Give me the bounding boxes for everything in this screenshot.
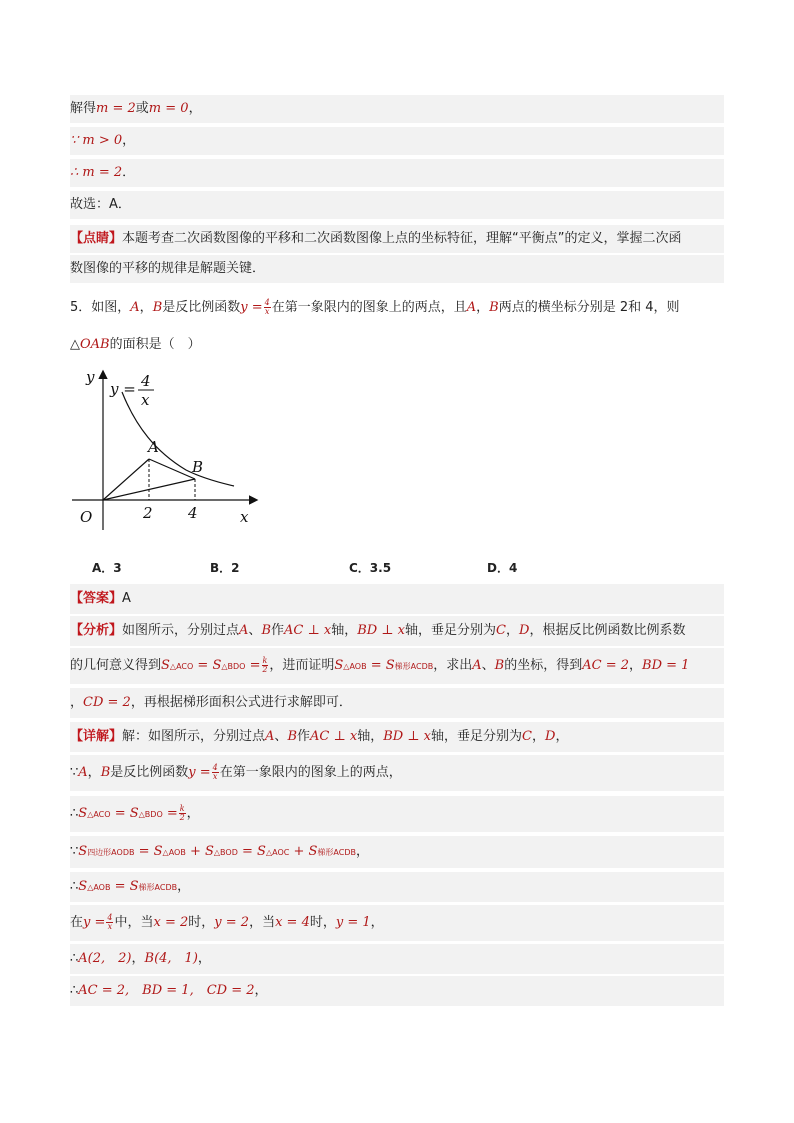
comment-line-1 [70, 225, 724, 253]
math: AC = 2, BD = 1, CD = 2 [78, 983, 255, 998]
tick-2-label: 2 [143, 504, 153, 522]
math: m = 2 [96, 101, 136, 116]
text: ， [122, 133, 136, 148]
numerator: 4 [212, 763, 218, 772]
text: ， [629, 658, 643, 673]
text: ． [122, 165, 136, 180]
math: B [494, 658, 505, 673]
math: A(2, 2) [78, 951, 132, 966]
math: ∴ m = 2 [70, 165, 123, 180]
question-5-line-2 [70, 336, 201, 354]
text: 轴， [357, 729, 384, 744]
text: ， [197, 951, 211, 966]
text: ， [254, 983, 268, 998]
text: 解得 [70, 101, 97, 116]
math: C [522, 729, 532, 744]
math: = S [193, 658, 222, 673]
text: 在第一象限内的图象上的两点，且 [271, 300, 467, 315]
comment-text: 本题考查二次函数图像的平移和二次函数图像上点的坐标特征，理解“平衡点”的定义，掌握二次函 [122, 231, 682, 246]
point-a-label: A [148, 438, 159, 456]
text: 的面积是（ ） [109, 337, 201, 352]
text: △ [70, 337, 80, 352]
option-c[interactable]: C．3.5 [349, 561, 392, 575]
math: y = [83, 915, 106, 930]
text: 轴， [331, 623, 358, 638]
subscript: △BDO [138, 810, 163, 819]
subscript: 梯形ACDB [394, 662, 434, 671]
text: ∴ [70, 879, 79, 894]
text: ， [370, 915, 384, 930]
option-a[interactable]: A．3 [92, 561, 122, 575]
numerator: k [262, 656, 268, 665]
text: 作 [297, 729, 311, 744]
solution-line-1 [70, 95, 724, 123]
equation-numerator: 4 [141, 372, 151, 390]
math: D [519, 623, 530, 638]
denominator: x [107, 922, 113, 931]
text: 轴，垂足分别为 [431, 729, 523, 744]
text: ∵ [70, 844, 79, 859]
text: ∴ [70, 951, 79, 966]
segment-ab [149, 459, 195, 479]
fraction [106, 914, 113, 931]
denominator: x [264, 307, 270, 316]
text: ，当 [249, 915, 276, 930]
math: B [287, 729, 297, 744]
analysis-line-2 [70, 648, 724, 684]
text: ，进而证明 [269, 658, 335, 673]
option-d[interactable]: D．4 [487, 561, 518, 575]
math: = S [110, 879, 139, 894]
solution-line-2 [70, 127, 724, 155]
math: AC ⊥ x [310, 729, 358, 744]
subscript: △BDO [221, 662, 246, 671]
text: 时， [188, 915, 215, 930]
question-5-line-1 [70, 299, 680, 317]
math: y = [188, 765, 211, 780]
text: 、 [481, 658, 495, 673]
analysis-line-1 [70, 616, 724, 646]
text: 、 [274, 729, 288, 744]
text: 的坐标，得到 [504, 658, 583, 673]
math: y = 1 [335, 915, 371, 930]
denominator: x [212, 772, 218, 781]
fraction [262, 657, 269, 674]
math: AC = 2 [582, 658, 629, 673]
text: 解：如图所示，分别过点 [122, 729, 266, 744]
math: S [161, 658, 170, 673]
math: = S [134, 844, 163, 859]
subscript: △ACO [169, 662, 194, 671]
equation-denominator: x [141, 391, 150, 409]
math: BD = 1 [642, 658, 690, 673]
segment-oa [103, 459, 149, 500]
math: y = [240, 300, 263, 315]
denominator: 2 [262, 665, 268, 674]
comment-line-2: 数图像的平移的规律是解题关键． [70, 255, 724, 283]
answer-tag: 【答案】 [70, 591, 123, 606]
subscript: 梯形ACDB [317, 848, 356, 857]
numerator: 4 [107, 913, 113, 922]
text: 的几何意义得到 [70, 658, 162, 673]
text: 作 [271, 623, 285, 638]
text: ∵ [70, 765, 79, 780]
math: x = 2 [153, 915, 189, 930]
text: ， [186, 806, 200, 821]
detail-line-5 [70, 872, 724, 902]
math: B(4, 1) [144, 951, 198, 966]
math: = S [366, 658, 395, 673]
text: ， [555, 729, 569, 744]
math: A [472, 658, 482, 673]
math: + S [289, 844, 318, 859]
math: S [78, 806, 88, 821]
math: = [162, 806, 178, 821]
text: ， [70, 695, 84, 710]
detail-line-6 [70, 905, 724, 941]
text: 轴，垂足分别为 [405, 623, 497, 638]
math: ∵ m > 0 [70, 133, 123, 148]
math: = S [237, 844, 266, 859]
numerator: k [179, 804, 185, 813]
text: ， [531, 729, 545, 744]
text: ，根据反比例函数比例系数 [529, 623, 686, 638]
subscript: △AOB [343, 662, 367, 671]
detail-line-1 [70, 722, 724, 752]
math: B [100, 765, 111, 780]
origin-label: O [80, 508, 93, 526]
text: 中，当 [114, 915, 154, 930]
math: OAB [80, 337, 110, 352]
text: ， [131, 951, 145, 966]
text: 是反比例函数 [162, 300, 241, 315]
text: 、 [248, 623, 262, 638]
text: 或 [135, 101, 149, 116]
math: C [496, 623, 506, 638]
detail-line-7 [70, 944, 724, 974]
text: 在第一象限内的图象上的两点， [219, 765, 402, 780]
text: 5．如图， [70, 300, 131, 315]
math: = [245, 658, 261, 673]
text: ， [505, 623, 519, 638]
subscript: △BOD [213, 848, 238, 857]
math: = S [110, 806, 139, 821]
detail-tag: 【详解】 [70, 729, 123, 744]
subscript: △AOB [162, 848, 186, 857]
math: x = 4 [275, 915, 310, 930]
subscript: △ACO [87, 810, 111, 819]
math: m = 0 [148, 101, 189, 116]
equation-lhs: y = [110, 380, 136, 398]
math: BD ⊥ x [357, 623, 406, 638]
subscript: 梯形ACDB [138, 883, 178, 892]
text: 如图所示，分别过点 [122, 623, 240, 638]
fraction [264, 299, 271, 316]
text: 在 [70, 915, 84, 930]
detail-line-3 [70, 796, 724, 832]
text: ，求出 [433, 658, 473, 673]
point-b-label: B [192, 458, 204, 476]
text: ，再根据梯形面积公式进行求解即可． [130, 695, 352, 710]
tick-4-label: 4 [188, 504, 198, 522]
math: B [261, 623, 271, 638]
math: A [78, 765, 88, 780]
math: S [334, 658, 344, 673]
answer-value: A [122, 591, 131, 606]
math: AC ⊥ x [284, 623, 332, 638]
solution-line-4: 故选：A． [70, 191, 724, 219]
subscript: △AOC [265, 848, 290, 857]
answer-line [70, 584, 724, 614]
text: ∴ [70, 806, 79, 821]
text: ， [139, 300, 153, 315]
text: ， [188, 101, 202, 116]
denominator: 2 [179, 813, 185, 822]
function-graph [66, 362, 266, 532]
x-axis-label: x [240, 508, 249, 526]
math: + S [185, 844, 214, 859]
math: A [239, 623, 249, 638]
text: ， [177, 879, 191, 894]
option-b[interactable]: B．2 [210, 561, 240, 575]
text: ， [355, 844, 369, 859]
text: ， [87, 765, 101, 780]
solution-line-3 [70, 159, 724, 187]
fraction [212, 764, 219, 781]
text: ， [476, 300, 490, 315]
math: S [78, 844, 88, 859]
analysis-tag: 【分析】 [70, 623, 123, 638]
math: D [545, 729, 556, 744]
text: 两点的横坐标分别是 2和 4，则 [498, 300, 680, 315]
detail-line-2 [70, 755, 724, 791]
math: A [265, 729, 275, 744]
detail-line-8 [70, 976, 724, 1006]
math: A [130, 300, 140, 315]
subscript: 四边形AODB [87, 848, 135, 857]
math: BD ⊥ x [383, 729, 432, 744]
math: A [466, 300, 477, 315]
y-axis-label: y [86, 368, 95, 386]
text: 时， [309, 915, 336, 930]
analysis-line-3 [70, 688, 724, 718]
math: y = 2 [214, 915, 250, 930]
fraction [179, 805, 186, 822]
text: ∴ [70, 983, 79, 998]
detail-line-4 [70, 836, 724, 868]
comment-tag: 【点睛】 [70, 231, 123, 246]
subscript: △AOB [87, 883, 111, 892]
math: CD = 2 [83, 695, 131, 710]
math: B [152, 300, 163, 315]
math: S [78, 879, 88, 894]
numerator: 4 [264, 298, 270, 307]
text: 是反比例函数 [110, 765, 189, 780]
math: B [489, 300, 499, 315]
